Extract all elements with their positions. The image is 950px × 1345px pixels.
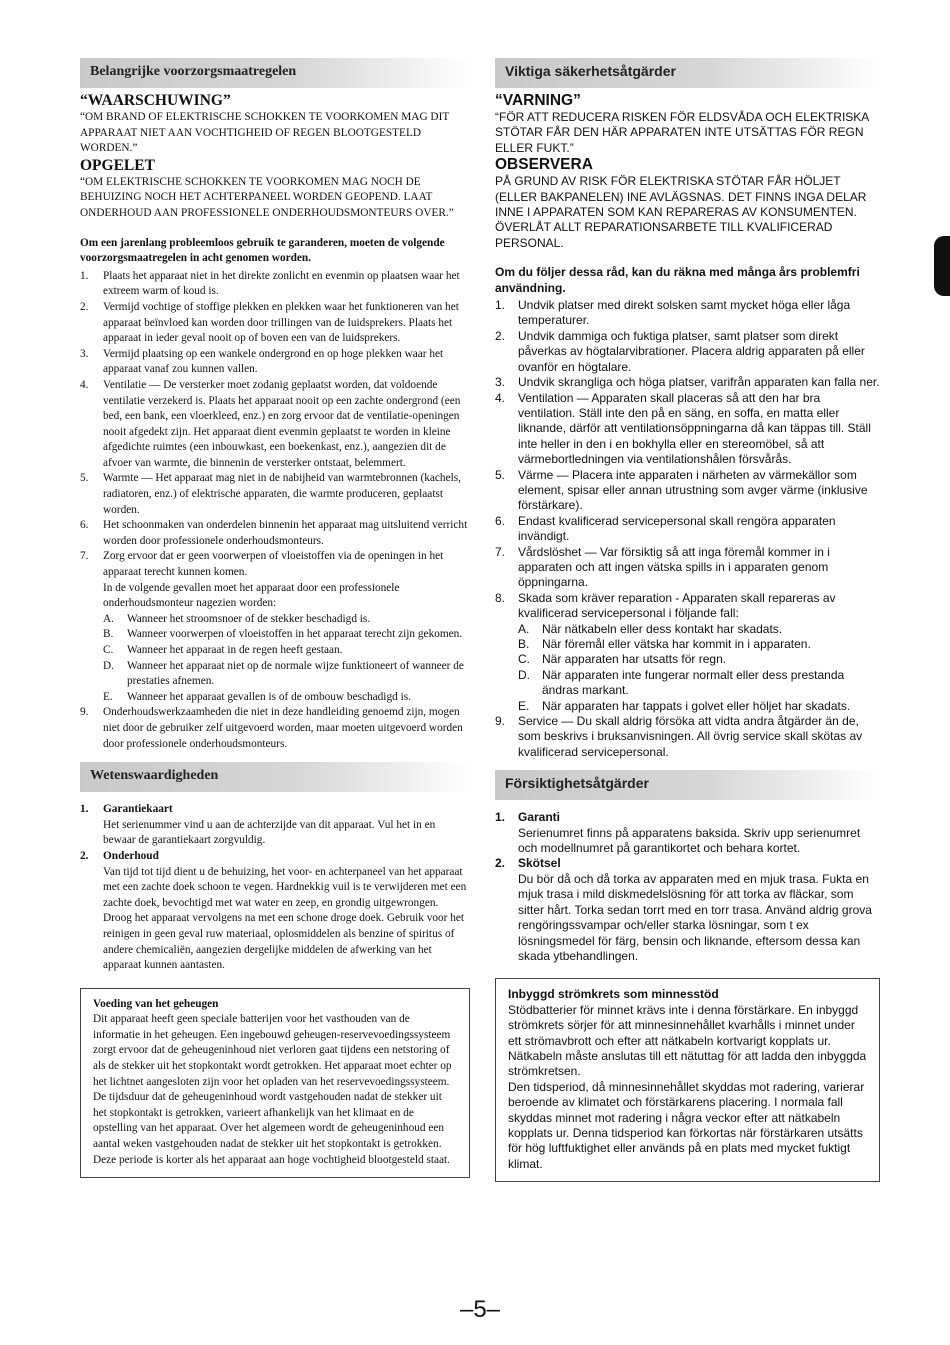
box-text-2: Den tidsperiod, då minnesinnehållet skyddas mot radering, varierar beroende av klimatet och förstärkarens placering. I normala fall skyddas minnet mot radering i några veckor efter att nätkabeln kopplats ur. Denna tidsperiod kan förkortas när förstärkaren utsätts för hög luftfuktighet eller används på en plats med mycket fuktigt klimat. — [508, 1079, 865, 1171]
box-title: Inbyggd strömkrets som minnesstöd — [508, 987, 719, 1002]
box-text: Dit apparaat heeft geen speciale batterijen voor het vasthouden van de informatie in het geheugen. Een ingebouwd geheugen-reservevoedingssysteem zorgt ervoor dat de geheugeninhoud niet verloren gaat tijdens een netstoring of als de stekker uit het stopkontakt wordt getrokken. Het apparaat moet echter op het lichtnet aangesloten zijn voor het opladen van het reservevoedingssysteem. De tijdsduur dat de geheugeninhoud wordt vastgehouden nadat de stekker uit het stopkontakt is getrokken, varieert afhankelijk van het klimaat en de opstelling van het apparaat. Over het algemeen wordt de geheugeninhoud een aantal weken vastgehouden nadat de stekker uit het stopkontakt is getrokken. Deze periode is korter als het apparaat aan hoge vochtigheid blootgesteld staat. — [93, 1013, 452, 1166]
list-item: 3. Vermijd plaatsing op een wankele ondergrond en op hoge plekken waar het apparaat vanaf zou kunnen vallen. — [80, 347, 444, 376]
sub-list-item: E. Wanneer het apparaat gevallen is of de ombouw beschadigd is. — [103, 690, 411, 703]
care-item: 1. Garanti Serienumret finns på apparatens baksida. Skriv upp serienumret och modellnumret på garantikortet och behara kortet. — [495, 810, 880, 856]
care-item: 1. Garantiekaart Het serienummer vind u aan de achterzijde van dit apparaat. Vul het in en bewaar de garantiekaart zorgvuldig. — [80, 802, 470, 849]
list-item: 1. Undvik platser med direkt solsken samt mycket höga eller låga temperaturer. — [495, 298, 851, 328]
section-header-precautions-nl — [80, 58, 470, 88]
box-title: Voeding van het geheugen — [93, 997, 219, 1010]
section-title: Försiktighetsåtgärder — [505, 775, 649, 792]
care-section — [495, 770, 880, 964]
section-header-care-nl — [80, 762, 470, 792]
list-item: 4. Ventilation — Apparaten skall placeras så att den har bra ventilation. Ställ inte den på en säng, en soffa, en matta eller liknande, därför att ventilationsöppningarna då kan täppas till. Ställ inte heller in den i en bokhylla eller en stereomöbel, så att värmebortledningen via ventilationshålen försvårås. — [495, 390, 871, 467]
care-item-title: Garantiekaart — [103, 803, 173, 816]
care-item-text: Het serienummer vind u aan de achterzijde van dit apparaat. Vul het in en bewaar de garantiekaart zorgvuldig. — [103, 818, 436, 847]
warning-text: “FÖR ATT REDUCERA RISKEN FÖR ELDSVÅDA OCH ELEKTRISKA STÖTAR FÅR DEN HÄR APPARATEN INTE UTSÄTTAS FÖR REGN ELLER FUKT.” — [495, 110, 869, 155]
warning-text: “OM BRAND OF ELEKTRISCHE SCHOKKEN TE VOORKOMEN MAG DIT APPARAAT NIET AAN VOCHTIGHEID OF REGEN BLOOTGESTELD WORDEN.” — [80, 111, 450, 155]
intro-text: Om een jarenlang probleemloos gebruik te garanderen, moeten de volgende voorzorgsmaatregelen in acht genomen worden. — [80, 236, 445, 265]
list-item: 9. Service — Du skall aldrig försöka att vidta andra åtgärder än de, som beskrivs i bruksanvisningen. All övrig service skall skötas av kvalificerad servicepersonal. — [495, 714, 863, 759]
memory-backup-box — [80, 988, 470, 1179]
list-item: 6. Endast kvalificerad servicepersonal skall rengöra apparaten invändigt. — [495, 513, 836, 544]
swedish-column — [495, 58, 880, 1182]
section-header-precautions-sv — [495, 58, 880, 88]
caution-heading: OPGELET — [80, 156, 155, 174]
section-title: Belangrijke voorzorgsmaatregelen — [90, 64, 297, 79]
caution-heading: OBSERVERA — [495, 156, 593, 174]
care-item-text: Du bör då och då torka av apparaten med en mjuk trasa. Fukta en mjuk trasa i mild diskmedelslösning för att torka av fläckar, som sitter hårt. Torka sedan torrt med en torr trasa. Använd aldrig grova rengöringssvampar och/eller starka lösningar, som t ex lösningsmedel för färg, bensin och liknande, eftersom dessa kan skada ytbehandlingen. — [518, 871, 872, 963]
list-item: 9. Onderhoudswerkzaamheden die niet in deze handleiding genoemd zijn, mogen niet door de gebruiker zelf uitgevoerd worden, maar moeten uitgevoerd worden door professionele onderhoudsmonteurs. — [80, 706, 463, 750]
warning-heading: “WAARSCHUWING” — [80, 92, 231, 109]
care-item-text: Serienumret finns på apparatens baksida. Skriv upp serienumret och modellnumret på garantikortet och behara kortet. — [518, 825, 861, 856]
section-title: Viktiga säkerhetsåtgärder — [505, 63, 676, 79]
list-item: 2. Undvik dammiga och fuktiga platser, samt platser som direkt påverkas av högtalarvibrationer. Placera aldrig apparaten på eller ovanför en högtalare. — [495, 328, 865, 374]
sub-list-item: C. När apparaten har utsatts för regn. — [518, 652, 727, 667]
caution-text: PÅ GRUND AV RISK FÖR ELEKTRISKA STÖTAR FÅR HÖLJET (ELLER BAKPANELEN) INE AVLÄGSNAS. DET FINNS INGA DELAR INNE I APPARATEN SOM KAN REPARERAS AV KONSUMENTEN. ÖVERLÅT ALLT REPARATIONSARBETE TILL KVALIFICERAD PERSONAL. — [495, 174, 867, 250]
box-text: Stödbatterier för minnet krävs inte i denna förstärkare. En inbyggd strömkrets sörjer för att minnesinnehållet kvarhålls i minnet under ett strömavbrott och efter att nätkabeln kortvarigt kopplats ur. Nätkabeln måste anslutas till ett nätuttag för att ladda den inbyggda strömkretsen. — [508, 1002, 867, 1079]
care-item-title: Garanti — [518, 810, 561, 825]
section-title: Wetenswaardigheden — [90, 768, 219, 784]
sub-list-item: A. När nätkabeln eller dess kontakt har skadats. — [518, 621, 783, 636]
list-item: 1. Plaats het apparaat niet in het direkte zonlicht en evenmin op plaatsen waar het extreem warm of koud is. — [80, 269, 460, 298]
list-item: 7. Vårdslöshet — Var försiktig så att inga föremål kommer in i apparaten och att ingen vätska spills in i apparaten genom öppningarna. — [495, 544, 830, 590]
precaution-list — [495, 298, 880, 760]
sub-list-item: C. Wanneer het apparaat in de regen heeft gestaan. — [103, 644, 343, 656]
list-item: 4. Ventilatie — De versterker moet zodanig geplaatst worden, dat voldoende ventilatie verzekerd is. Plaats het apparaat nooit op een zachte ondergrond (een bed, een bank, een vloerkleed, enz.) en zorg ervoor dat de ventilatie-openingen nooit afgedekt zijn. Het apparaat dient evenmin geplaatst te worden in kleine afgedichte ruimtes (een inbouwkast, een boekenkast, enz.), aangezien dit de afvoer van warmte, die binnenin de versterker ontstaat, belemmert. — [80, 378, 461, 469]
list-item: 5. Värme — Placera inte apparaten i närheten av värmekällor som element, spisar eller annan utrustning som avger värme (inklusive förstärkare). — [495, 467, 868, 513]
care-item: 2. Skötsel Du bör då och då torka av apparaten med en mjuk trasa. Fukta en mjuk trasa i mild diskmedelslösning för att torka av fläckar, som sitter hårt. Torka sedan torrt med en torr trasa. Använd aldrig grova rengöringssvampar och/eller starka lösningar, som t ex lösningsmedel för färg, bensin och liknande, eftersom dessa kan skada ytbehandlingen. — [495, 856, 880, 964]
care-item-title: Onderhoud — [103, 849, 159, 862]
sub-list-item: D. När apparaten inte fungerar normalt eller dess prestanda ändras markant. — [518, 667, 845, 698]
sub-list — [103, 612, 470, 706]
care-section — [80, 762, 470, 974]
list-item: 3. Undvik skrangliga och höga platser, varifrån apparaten kan falla ner. — [495, 375, 880, 390]
care-item-title: Skötsel — [518, 856, 561, 871]
list-item: 7. Zorg ervoor dat er geen voorwerpen of vloeistoffen via de openingen in het apparaat terecht kunnen komen. In de volgende gevallen moet het apparaat door een professionele onderhoudsmonteur nagezien worden: A. Wanneer het stroomsnoer of de stekker beschadigd is. B. Wanneer voorwerpen of vloeistoffen in het apparaat terecht zijn gekomen. C. Wanneer het apparaat in de regen heeft gestaan. D. Wanneer het apparaat niet op de normale wijze funktioneert of wanneer de prestaties afnemen. E. Wanneer het apparaat gevallen is of de ombouw beschadigd is. — [80, 549, 470, 705]
precaution-list — [80, 269, 470, 752]
warning-heading: “VARNING” — [495, 92, 581, 109]
memory-backup-box — [495, 978, 880, 1182]
sub-list-item: B. Wanneer voorwerpen of vloeistoffen in het apparaat terecht zijn gekomen. — [103, 628, 463, 641]
sub-list-item: D. Wanneer het apparaat niet op de normale wijze funktioneert of wanneer de prestaties afnemen. — [103, 659, 464, 688]
list-item: 6. Het schoonmaken van onderdelen binnenin het apparaat mag uitsluitend verricht worden door professionele onderhoudsmonteurs. — [80, 519, 468, 547]
dutch-column — [80, 58, 470, 1178]
page-edge-tab — [934, 236, 950, 296]
sub-list-item: B. När föremål eller vätska har kommit in i apparaten. — [518, 637, 811, 651]
section-header-care-sv — [495, 770, 880, 800]
list-item: 2. Vermijd vochtige of stoffige plekken en plekken waar het funktioneren van het apparaat beïnvloed kan worden door trillingen van de luidsprekers. Plaats het apparaat in ieder geval nooit op of boven een van de luidsprekers. — [80, 300, 459, 345]
sub-list-item: A. Wanneer het stroomsnoer of de stekker beschadigd is. — [103, 612, 371, 625]
sub-list-item: E. När apparaten har tappats i golvet eller höljet har skadats. — [518, 698, 851, 713]
sub-list — [518, 622, 880, 714]
caution-text: “OM ELEKTRISCHE SCHOKKEN TE VOORKOMEN MAG NOCH DE BEHUIZING NOCH HET ACHTERPANEEL WORDEN GEOPEND. LAAT ONDERHOUD AAN PROFESSIONELE ONDERHOUDSMONTEURS OVER.” — [80, 175, 454, 219]
list-item: 5. Warmte — Het apparaat mag niet in de nabijheid van warmtebronnen (kachels, radiatoren, enz.) of elektrische apparaten, die warmte produceren, geplaatst worden. — [80, 472, 461, 516]
intro-text: Om du följer dessa råd, kan du räkna med många års problemfri användning. — [495, 265, 860, 295]
care-item: 2. Onderhoud Van tijd tot tijd dient u de behuizing, het voor- en achterpaneel van het apparaat met een zachte doek schoon te vegen. Hardnekkig vuil is te verwijderen met een zachte doek, bevochtigd met wat water en zeep, en grondig uitgewrongen. Droog het apparaat vervolgens na met een schone droge doek. Gebruik voor het reinigen in geen geval ruw materiaal, oplosmiddelen als benzine of spiritus of andere chemicaliën, aangezien dergelijke middelen de afwerking van het apparaat kunnen aantasten. — [80, 849, 470, 974]
page-number: –5– — [459, 1296, 501, 1323]
care-item-text: Van tijd tot tijd dient u de behuizing, het voor- en achterpaneel van het apparaat met een zachte doek schoon te vegen. Hardnekkig vuil is te verwijderen met een zachte doek, bevochtigd met wat water en zeep, en grondig uitgewrongen. Droog het apparaat vervolgens na met een schone droge doek. Gebruik voor het reinigen in geen geval ruw materiaal, oplosmiddelen als benzine of spiritus of andere chemicaliën, aangezien dergelijke middelen de afwerking van het apparaat kunnen aantasten. — [103, 865, 467, 972]
list-item: 8. Skada som kräver reparation - Apparaten skall repareras av kvalificerad servicepersonal i följande fall: A. När nätkabeln eller dess kontakt har skadats. B. När föremål eller vätska har kommit in i apparaten. C. När apparaten har utsatts för regn. D. När apparaten inte fungerar normalt eller dess prestanda ändras markant. E. När apparaten har tappats i golvet eller höljet har skadats. — [495, 591, 880, 714]
